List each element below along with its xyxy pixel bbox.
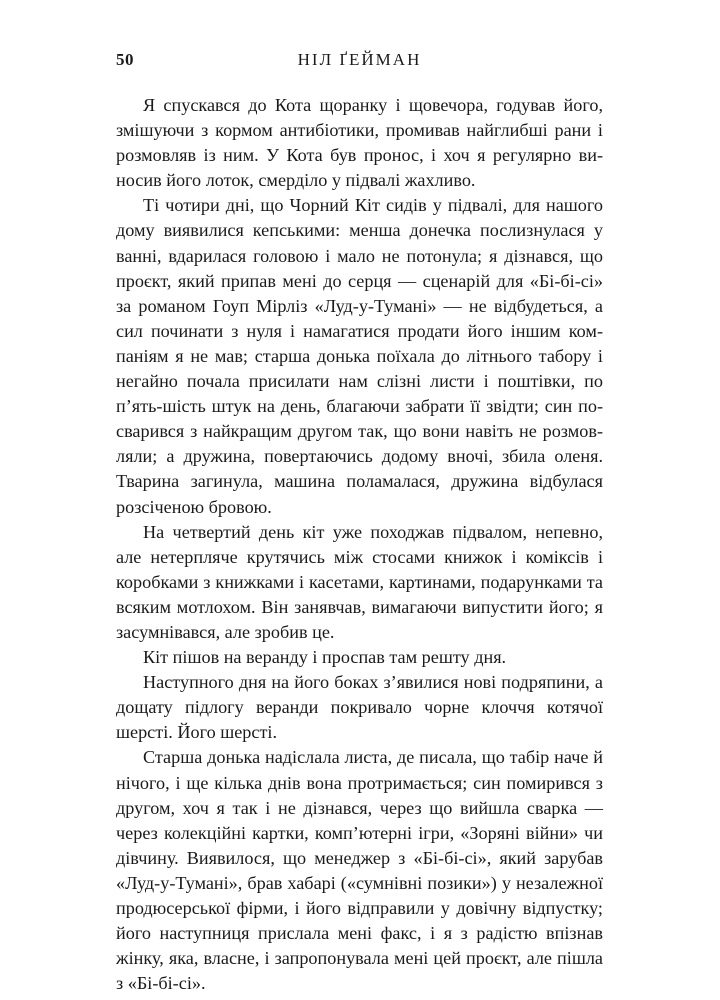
paragraph: Старша донька надіслала листа, де писала, що табір наче й нічого, і ще кілька днів вона протримається; син помирився з другом, хоч я так і не дізнався, через що вийшла сварка — через колекційні картки, комп’ютерні ігри, «Зоряні війни» чи дівчину. Виявилося, що менеджер з «Бі-бі-сі», який зарубав «Луд-у-Тумані», брав хабарі («сумнівні позики») у незалежної продюсерської фірми, і його відправили у довічну відпустку; його наступниця прислала мені факс, і я з радістю впізнав жінку, яка, власне, і запропонувала мені цей проєкт, але пішла з «Бі-бі-сі».	[116, 747, 603, 994]
paragraph: Ті чотири дні, що Чорний Кіт сидів у підвалі, для нашого дому виявилися кепськими: менша донечка послизнулася у ванні, вдарилася головою і мало не потонула; я дізнався, що проєкт, який припав мені до серця — сценарій для «Бі-бі-сі» за романом Гоуп Мірліз «Луд-у-Тумані» — не відбудеться, а сил починати з нуля і намагатися продати його іншим компаніям я не мав; старша донька поїхала до літнього табору і негайно почала присилати нам слізні листи і поштівки, по п’ять-шість штук на день, благаючи забрати її звідти; син посварився з найкращим другом так, що вони навіть не розмовляли; а дружина, повертаючись додому вночі, збила оленя. Тварина загинула, машина поламалася, дружина відбулася розсіченою бровою.	[116, 195, 603, 517]
page-number: 50	[116, 50, 134, 69]
paragraph: Кіт пішов на веранду і проспав там решту дня.	[143, 647, 507, 668]
page-header	[116, 50, 603, 74]
paragraph: На четвертий день кіт уже походжав підвалом, непевно, але нетерпляче крутячись між стосами книжок і коміксів і коробками з книжками і касетами, картинами, подарунками та всяким мотлохом. Він занявчав, вимагаючи випустити його; я засумнівався, але зробив це.	[116, 521, 603, 642]
paragraph: Я спускався до Кота щоранку і щовечора, годував його, змішуючи з кормом антибіотики, промивав найглибші рани і розмовляв із ним. У Кота був пронос, і хоч я регулярно виносив його лоток, смерділо у підвалі жахливо.	[116, 95, 603, 191]
text-body	[116, 93, 603, 996]
running-head: НІЛ ҐЕЙМАН	[297, 50, 422, 69]
paragraph: Наступного дня на його боках з’явилися нові подряпини, а дощату підлогу веранди покривало чорне клоччя котячої шерсті. Його шерсті.	[116, 672, 603, 743]
